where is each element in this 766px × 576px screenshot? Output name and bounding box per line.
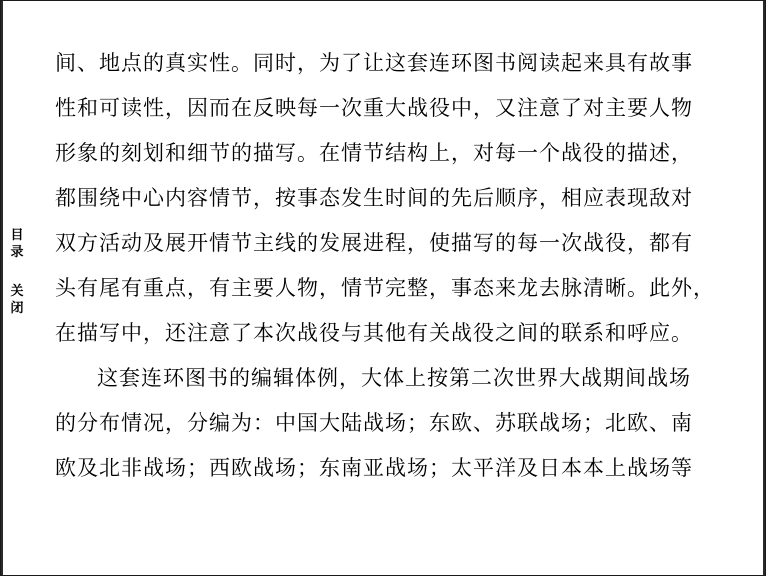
book-text-area [55,41,727,491]
text-line: 双方活动及展开情节主线的发展进程，使描写的每一次战役，都有 [55,231,693,255]
close-link[interactable] [10,283,23,317]
contents-link-char-2: 录 [10,245,24,260]
text-line: 在描写中，还注意了本次战役与其他有关战役之间的联系和呼应。 [55,321,693,345]
text-line: 这套连环图书的编辑体例，大体上按第二次世界大战期间战场 [97,366,691,390]
page-left-border [1,1,3,575]
text-line: 的分布情况，分编为：中国大陆战场；东欧、苏联战场；北欧、南 [55,411,693,435]
text-line: 性和可读性，因而在反映每一次重大战役中，又注意了对主要人物 [55,96,693,120]
text-line: 形象的刻划和细节的描写。在情节结构上，对每一个战役的描述， [55,141,693,165]
side-navigation [7,227,27,317]
text-line: 都围绕中心内容情节，按事态发生时间的先后顺序，相应表现敌对 [55,186,693,210]
paragraph [55,356,727,491]
text-line: 欧及北非战场；西欧战场；东南亚战场；太平洋及日本本上战场等 [55,456,693,480]
close-link-char-2: 闭 [10,301,24,316]
contents-link[interactable] [10,227,23,261]
paragraph [55,41,727,356]
close-link-char-1: 关 [10,284,24,299]
contents-link-char-1: 目 [10,228,24,243]
text-line: 间、地点的真实性。同时，为了让这套连环图书阅读起来具有故事 [55,51,693,75]
page-right-border [763,1,765,575]
text-line: 头有尾有重点，有主要人物，情节完整，事态来龙去脉清晰。此外， [55,276,715,300]
